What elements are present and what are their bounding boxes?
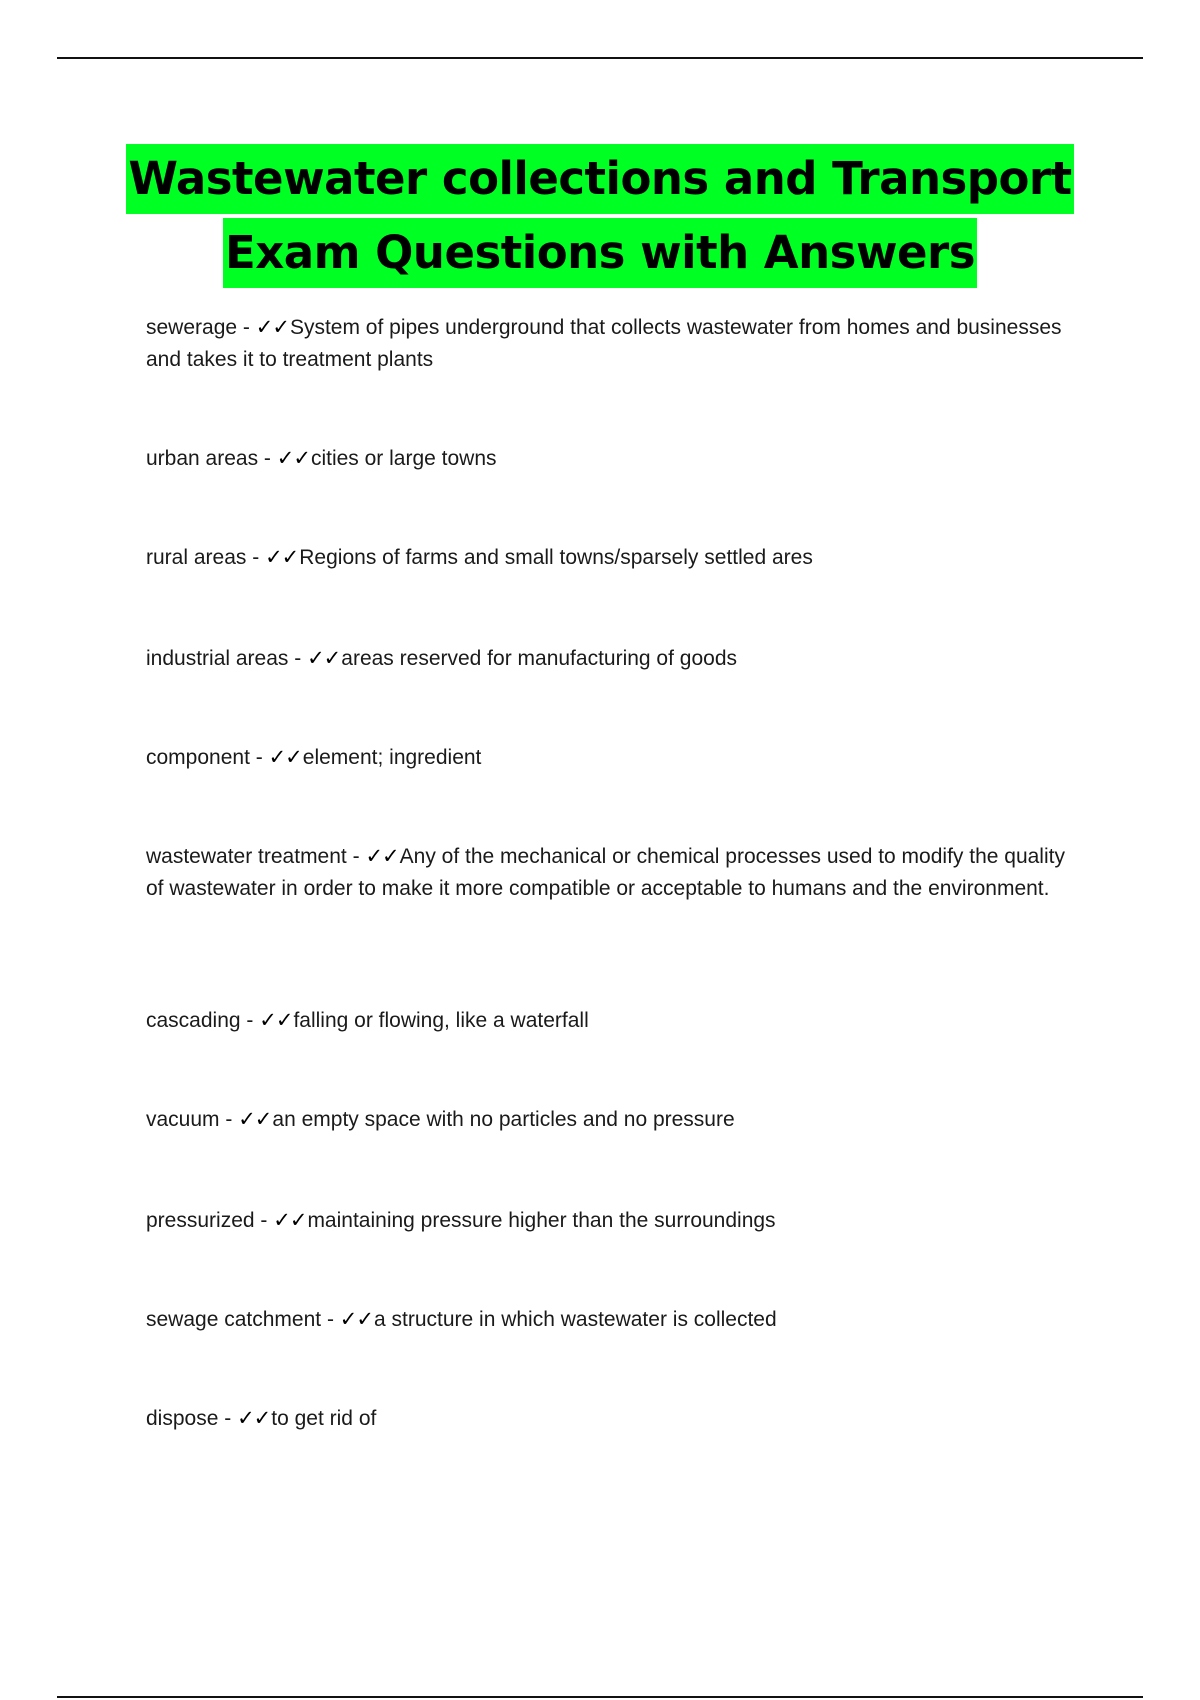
document-title bbox=[0, 144, 1200, 288]
entry-definition: System of pipes underground that collects wastewater from homes and businesses and takes it to treatment plants bbox=[146, 316, 1062, 371]
entry-term: sewerage - bbox=[146, 316, 256, 339]
entry-term: industrial areas - bbox=[146, 647, 307, 670]
entry-definition: to get rid of bbox=[271, 1407, 377, 1430]
double-check-icon: ✓✓ bbox=[273, 1208, 307, 1232]
entry-definition: element; ingredient bbox=[302, 746, 482, 769]
qa-entry-urban-areas bbox=[146, 442, 1066, 475]
entry-term: pressurized - bbox=[146, 1209, 273, 1232]
qa-entry-dispose bbox=[146, 1402, 1066, 1435]
double-check-icon: ✓✓ bbox=[237, 1406, 271, 1430]
double-check-icon: ✓✓ bbox=[238, 1107, 272, 1131]
qa-entry-cascading bbox=[146, 1004, 1066, 1037]
entry-term: component - bbox=[146, 746, 269, 769]
entry-definition: areas reserved for manufacturing of goods bbox=[341, 647, 737, 670]
double-check-icon: ✓✓ bbox=[339, 1307, 373, 1331]
entry-definition: Regions of farms and small towns/sparsely settled ares bbox=[299, 546, 813, 569]
entry-definition: maintaining pressure higher than the surroundings bbox=[307, 1209, 776, 1232]
double-check-icon: ✓✓ bbox=[259, 1008, 293, 1032]
entry-definition: an empty space with no particles and no pressure bbox=[272, 1108, 735, 1131]
double-check-icon: ✓✓ bbox=[276, 446, 310, 470]
entry-term: vacuum - bbox=[146, 1108, 238, 1131]
entry-definition: Any of the mechanical or chemical processes used to modify the quality of wastewater in order to make it more compatible or acceptable to humans and the environment. bbox=[146, 845, 1065, 900]
entry-definition: cities or large towns bbox=[310, 447, 497, 470]
entry-term: cascading - bbox=[146, 1009, 259, 1032]
title-line-1: Wastewater collections and Transport bbox=[126, 144, 1073, 214]
entry-definition: falling or flowing, like a waterfall bbox=[293, 1009, 589, 1032]
top-rule bbox=[57, 57, 1143, 59]
qa-entry-sewage-catchment bbox=[146, 1303, 1066, 1336]
entry-term: dispose - bbox=[146, 1407, 237, 1430]
bottom-rule bbox=[57, 1696, 1143, 1698]
entry-term: sewage catchment - bbox=[146, 1308, 340, 1331]
qa-entry-sewerage bbox=[146, 311, 1066, 376]
qa-entry-pressurized bbox=[146, 1204, 1066, 1237]
entry-term: rural areas - bbox=[146, 546, 265, 569]
qa-entry-rural-areas bbox=[146, 541, 1066, 574]
entry-term: urban areas - bbox=[146, 447, 277, 470]
qa-entry-vacuum bbox=[146, 1103, 1066, 1136]
entry-definition: a structure in which wastewater is collected bbox=[373, 1308, 777, 1331]
double-check-icon: ✓✓ bbox=[365, 844, 399, 868]
double-check-icon: ✓✓ bbox=[265, 545, 299, 569]
title-line-2: Exam Questions with Answers bbox=[223, 218, 977, 288]
qa-entry-industrial-areas bbox=[146, 642, 1066, 675]
double-check-icon: ✓✓ bbox=[268, 745, 302, 769]
qa-entry-component bbox=[146, 741, 1066, 774]
double-check-icon: ✓✓ bbox=[307, 646, 341, 670]
double-check-icon: ✓✓ bbox=[255, 315, 289, 339]
qa-entry-wastewater-treatment bbox=[146, 840, 1066, 905]
entry-term: wastewater treatment - bbox=[146, 845, 365, 868]
